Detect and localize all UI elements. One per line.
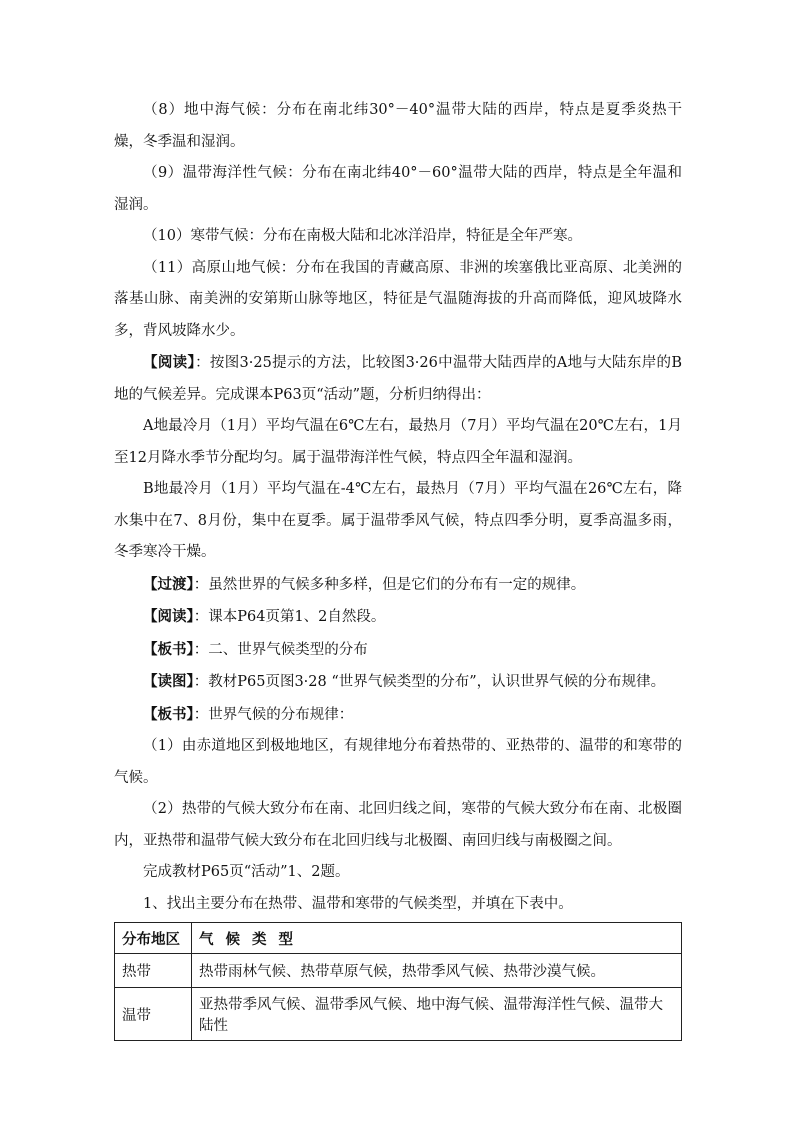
paragraph-15 [114, 857, 682, 889]
paragraph-5 [114, 347, 682, 411]
paragraph-5-text: ：按图3·25提示的方法，比较图3·26中温带大陆西岸的A地与大陆东岸的B地的气候差异。完成课本P63页“活动”题，分析归纳得出： [114, 355, 683, 403]
paragraph-14-text: （2）热带的气候大致分布在南、北回归线之间，寒带的气候大致分布在南、北极圈内，亚热带和温带气候大致分布在北回归线与北极圈、南回归线与南极圈之间。 [114, 801, 682, 849]
section-tag: 【阅读】 [143, 354, 196, 371]
paragraph-8-text: ：虽然世界的气候多种多样，但是它们的分布有一定的规律。 [193, 576, 586, 593]
paragraph-13-text: （1）由赤道地区到极地地区，有规律地分布着热带的、亚热带的、温带的和寒带的气候。 [114, 738, 682, 786]
paragraph-14 [114, 794, 682, 857]
table-header-row [115, 923, 682, 954]
paragraph-10 [114, 634, 682, 667]
section-tag: 【过渡】 [143, 575, 194, 593]
table-header-types-text: 气候类型 [199, 930, 305, 948]
paragraph-3-text: （10）寒带气候：分布在南极大陆和北冰洋沿岸，特征是全年严寒。 [143, 228, 582, 244]
paragraph-10-text: ：二、世界气候类型的分布 [193, 641, 368, 658]
paragraph-9 [114, 601, 682, 634]
paragraph-6 [114, 411, 682, 474]
paragraph-7-text: B地最冷月（1月）平均气温在-4℃左右，最热月（7月）平均气温在26℃左右，降水集中在7、8月份，集中在夏季。属于温带季风气候，特点四季分明，夏季高温多雨，冬季寒冷干燥。 [114, 481, 682, 560]
table-row [115, 988, 682, 1041]
paragraph-4 [114, 253, 682, 348]
paragraph-9-text: ：课本P64页第1、2自然段。 [193, 609, 386, 625]
table-header-region: 分布地区 [115, 923, 192, 954]
table-row [115, 954, 682, 988]
paragraph-8 [114, 569, 682, 602]
paragraph-2 [114, 158, 682, 221]
table-cell-region: 热带 [115, 954, 192, 988]
paragraph-2-text: （9）温带海洋性气候：分布在南北纬40°－60°温带大陆的西岸，特点是全年温和湿润。 [114, 165, 682, 213]
section-tag: 【板书】 [143, 705, 194, 723]
table-header-types [192, 923, 682, 954]
paragraph-3 [114, 221, 682, 253]
section-tag: 【阅读】 [143, 608, 194, 625]
paragraph-12 [114, 699, 682, 732]
paragraph-1-text: （8）地中海气候：分布在南北纬30°－40°温带大陆的西岸，特点是夏季炎热干燥，冬季温和湿润。 [114, 102, 682, 150]
paragraph-7 [114, 474, 682, 569]
paragraph-16-text: 1、找出主要分布在热带、温带和寒带的气候类型，并填在下表中。 [143, 895, 573, 912]
document-page [114, 95, 682, 1041]
paragraph-6-text: A地最冷月（1月）平均气温在6℃左右，最热月（7月）平均气温在20℃左右，1月至12月降水季节分配均匀。属于温带海洋性气候，特点四全年温和湿润。 [114, 418, 682, 466]
table-cell-types: 热带雨林气候、热带草原气候，热带季风气候、热带沙漠气候。 [192, 954, 682, 988]
section-tag: 【读图】 [143, 673, 194, 690]
climate-distribution-table [114, 922, 682, 1041]
paragraph-11 [114, 666, 682, 699]
paragraph-15-text: 完成教材P65页“活动”1、2题。 [143, 864, 350, 880]
paragraph-11-text: ：教材P65页图3·28 “世界气候类型的分布”，认识世界气候的分布规律。 [193, 674, 666, 690]
table-cell-region: 温带 [115, 988, 192, 1041]
paragraph-4-text: （11）高原山地气候：分布在我国的青藏高原、非洲的埃塞俄比亚高原、北美洲的落基山脉、南美洲的安第斯山脉等地区，特征是气温随海拔的升高而降低，迎风坡降水多，背风坡降水少。 [114, 259, 682, 339]
section-tag: 【板书】 [143, 640, 194, 658]
paragraph-1 [114, 95, 682, 158]
paragraph-16 [114, 889, 682, 921]
paragraph-13 [114, 731, 682, 794]
table-cell-types: 亚热带季风气候、温带季风气候、地中海气候、温带海洋性气候、温带大陆性 [192, 988, 682, 1041]
paragraph-12-text: ：世界气候的分布规律： [193, 706, 354, 723]
